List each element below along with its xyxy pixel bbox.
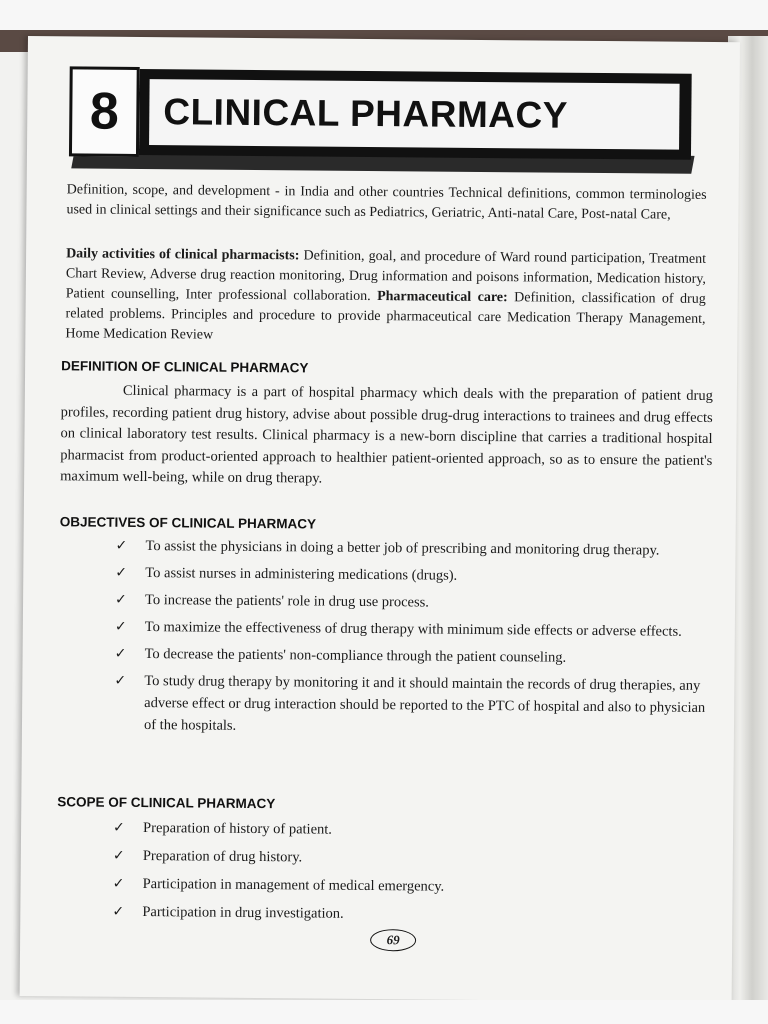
chapter-header xyxy=(69,66,690,175)
objective-text: To assist the physicians in doing a better job of prescribing and monitoring drug therapy. xyxy=(145,538,660,559)
photo-background-bottom xyxy=(0,1000,768,1024)
check-icon: ✓ xyxy=(112,847,125,864)
list-item xyxy=(114,670,715,741)
list-item xyxy=(113,873,713,900)
chapter-title: CLINICAL PHARMACY xyxy=(149,79,680,150)
book-page xyxy=(20,36,740,1002)
objective-text: To maximize the effectiveness of drug therapy with minimum side effects or adverse effects. xyxy=(144,619,682,640)
list-item xyxy=(113,817,713,844)
list-item xyxy=(113,845,713,872)
check-icon: ✓ xyxy=(114,618,127,635)
scope-heading: SCOPE OF CLINICAL PHARMACY xyxy=(57,794,276,812)
check-icon: ✓ xyxy=(114,672,127,689)
objective-text: To assist nurses in administering medications (drugs). xyxy=(145,565,458,584)
objective-text: To increase the patients' role in drug use process. xyxy=(145,592,430,611)
check-icon: ✓ xyxy=(115,564,128,581)
check-icon: ✓ xyxy=(115,591,127,608)
list-item xyxy=(115,535,715,562)
objective-text: To decrease the patients' non-compliance through the patient counseling. xyxy=(144,646,567,666)
page-number: 69 xyxy=(370,929,416,951)
check-icon: ✓ xyxy=(112,875,125,892)
check-icon: ✓ xyxy=(112,903,125,920)
check-icon: ✓ xyxy=(115,537,128,554)
scope-text: Participation in drug investigation. xyxy=(142,904,344,922)
objectives-list xyxy=(114,535,716,746)
syllabus-care-label: Pharmaceutical care: xyxy=(377,289,508,306)
list-item xyxy=(115,616,715,643)
list-item xyxy=(115,643,715,670)
syllabus-daily-text: Definition, goal, and procedure of Ward round participation, Treatment Chart Review, Adverse drug reaction monitoring, Drug information and poisons information, Medication history, Patient counselling, Inter professional collaboration. xyxy=(65,248,707,305)
list-item xyxy=(115,589,715,616)
scope-text: Preparation of history of patient. xyxy=(143,820,333,838)
syllabus-intro: Definition, scope, and development - in India and other countries Technical definitions, common terminologies used in clinical settings and their significance such as Pediatrics, Geriatric, Anti-natal Care, Post-natal Care, xyxy=(66,182,707,223)
photo-background-top xyxy=(0,0,768,30)
scope-text: Participation in management of medical emergency. xyxy=(142,876,445,895)
definition-heading: DEFINITION OF CLINICAL PHARMACY xyxy=(61,358,309,376)
chapter-number: 8 xyxy=(69,66,140,157)
check-icon: ✓ xyxy=(113,819,125,836)
syllabus-care-text: Definition, classification of drug related problems. Principles and procedure to provide pharmaceutical care Medication Therapy Management, Home Medication Review xyxy=(65,290,706,343)
scope-text: Preparation of drug history. xyxy=(142,848,303,866)
objective-text: To study drug therapy by monitoring it and it should maintain the records of drug therapies, any adverse effect or drug interaction should be reported to the PTC of hospital and also to physician of the hospitals. xyxy=(143,673,706,734)
list-item xyxy=(112,901,712,928)
definition-paragraph: Clinical pharmacy is a part of hospital pharmacy which deals with the preparation of patient drug profiles, recording patient drug history, advise about possible drug-drug interactions to trainees and drug effects on clinical laboratory test results. Clinical pharmacy is a new-born discipline that carries a traditional hospital pharmacist from product-oriented approach to healthier patient-oriented approach, so as to ensure the patient's maximum well-being, while on drug therapy. xyxy=(60,382,713,487)
objectives-heading: OBJECTIVES OF CLINICAL PHARMACY xyxy=(59,514,317,532)
scope-list xyxy=(112,817,713,934)
syllabus-daily-label: Daily activities of clinical pharmacists: xyxy=(66,246,300,264)
check-icon: ✓ xyxy=(114,645,127,662)
syllabus-details xyxy=(65,244,706,350)
list-item xyxy=(115,562,715,589)
